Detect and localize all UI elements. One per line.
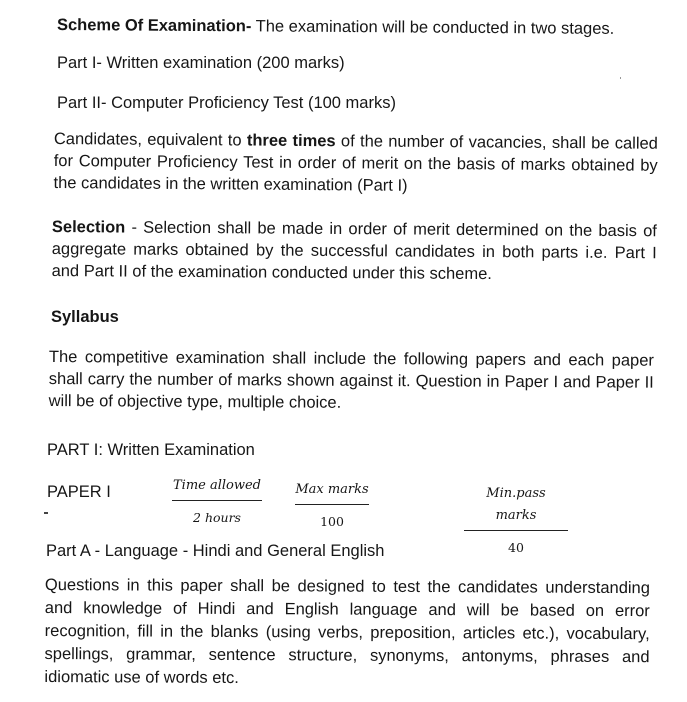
syllabus-line-3: will be of objective type, multiple choice. bbox=[48, 391, 342, 412]
speck-mark bbox=[620, 77, 621, 79]
max-value: 100 bbox=[320, 514, 344, 529]
min-pass-column bbox=[464, 483, 568, 559]
time-value: 2 hours bbox=[193, 510, 241, 525]
time-allowed-column bbox=[172, 475, 262, 529]
stray-mark bbox=[44, 512, 48, 514]
scheme-heading: Scheme Of Examination- bbox=[56, 16, 252, 36]
part-a-line-5: idiomatic use of words etc. bbox=[44, 667, 239, 688]
part-one-heading: PART I: Written Examination bbox=[47, 441, 255, 459]
selection-line-2: aggregate marks obtained by the successful candidates in both parts i.e. Part I bbox=[51, 239, 657, 263]
candidates-line-3: the candidates in the written examination (Part I) bbox=[53, 173, 408, 195]
syllabus-paragraph bbox=[49, 346, 654, 416]
candidates-text-a: Candidates, equivalent to bbox=[53, 129, 247, 150]
part2-line: Part II- Computer Proficiency Test (100 marks) bbox=[57, 94, 396, 112]
scheme-text: The examination will be conducted in two stages. bbox=[251, 17, 615, 38]
min-header: Min.pass marks bbox=[464, 483, 568, 531]
syllabus-heading: Syllabus bbox=[51, 308, 119, 326]
selection-line-3: and Part II of the examination conducted under this scheme. bbox=[51, 261, 492, 284]
max-header: Max marks bbox=[295, 479, 369, 505]
max-marks-column bbox=[295, 479, 369, 533]
selection-paragraph bbox=[52, 216, 657, 286]
candidates-paragraph bbox=[53, 128, 657, 199]
part-a-line-3: recognition, fill in the blanks (using verbs, preposition, articles etc.), vocabulary, bbox=[44, 621, 650, 644]
syllabus-line-2: shall carry the number of marks shown against it. Question in Paper I and Paper II bbox=[48, 369, 654, 392]
paper-label: PAPER I bbox=[47, 483, 111, 501]
selection-heading: Selection bbox=[51, 217, 126, 237]
time-header: Time allowed bbox=[172, 475, 262, 501]
syllabus-line-1: The competitive examination shall include the following papers and each paper bbox=[48, 347, 654, 370]
candidates-bold: three times bbox=[246, 131, 336, 151]
candidates-line-2: for Computer Proficiency Test in order of merit on the basis of marks obtained by bbox=[53, 151, 658, 175]
part-a-paragraph bbox=[44, 574, 650, 692]
selection-text-a: - Selection shall be made in order of merit determined on the basis of bbox=[125, 218, 657, 241]
candidates-text-b: of the number of vacancies, shall be called bbox=[335, 132, 658, 153]
part-a-line-4: spellings, grammar, sentence structure, synonyms, antonyms, phrases and bbox=[44, 644, 650, 667]
part-a-line-1: Questions in this paper shall be designed to test the candidates understanding bbox=[44, 576, 650, 598]
part1-line: Part I- Written examination (200 marks) bbox=[57, 54, 345, 72]
part-a-line-2: and knowledge of Hindi and English language and will be based on error bbox=[44, 598, 650, 621]
scheme-line bbox=[57, 14, 614, 40]
part-a-heading: Part A - Language - Hindi and General English bbox=[46, 542, 385, 560]
min-value: 40 bbox=[508, 540, 524, 555]
